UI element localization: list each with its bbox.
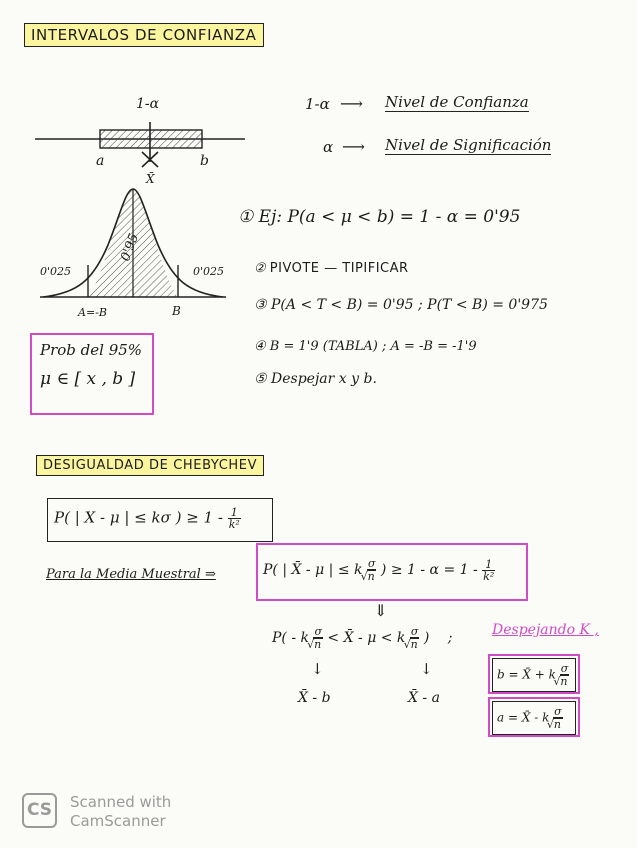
- b-result-inner: [492, 658, 576, 692]
- interval-semicolon: ;: [447, 630, 453, 646]
- a-result-frac-num: σ: [554, 705, 562, 718]
- sample-frac2: [482, 559, 495, 582]
- b-result-left: b = X̄ + k: [497, 667, 556, 682]
- step-3-text: P(A < T < B) = 0'95 ; P(T < B) = 0'975: [271, 297, 548, 313]
- sample-mean-label: Para la Media Muestral ⇒: [46, 567, 216, 582]
- interval-mid: < X̄ - μ < k: [327, 630, 406, 646]
- def-term-significacion: α: [323, 138, 334, 156]
- def-meaning-confianza: Nivel de Confianza: [385, 93, 529, 111]
- chebychev-frac-den: k²: [228, 518, 240, 531]
- camscanner-logo-icon: CS: [22, 793, 57, 828]
- step-3-num: ③: [254, 297, 267, 313]
- a-result-left: a = X̄ - k: [497, 710, 550, 725]
- step-4-text: B = 1'9 (TABLA) ; A = -B = -1'9: [269, 339, 477, 354]
- a-result-inner: [492, 701, 576, 735]
- chebychev-frac: [228, 507, 241, 530]
- a-result-frac: [553, 706, 563, 730]
- B-label: B: [172, 304, 181, 318]
- step-5: [254, 371, 377, 387]
- sample-frac-den: √ n: [367, 570, 377, 582]
- interval-frac2-num: σ: [410, 625, 419, 638]
- watermark-line2: CamScanner: [70, 812, 166, 830]
- step-4: [254, 339, 477, 354]
- sample-frac2-den: k²: [483, 569, 495, 583]
- a-result-frac-den: √ n: [553, 718, 563, 730]
- def-arrow-significacion: ⟶: [342, 137, 365, 156]
- chebychev-frac-num: 1: [228, 507, 241, 519]
- sample-formula-mid: ) ≥ 1 - α = 1 -: [380, 562, 478, 578]
- b-result-box: [488, 654, 580, 694]
- prob-box-line2: μ ∈ [ x , b ]: [40, 369, 136, 389]
- interval-end: ): [423, 630, 430, 646]
- step-2-num: ②: [254, 261, 266, 276]
- down-double-arrow: ⇓: [374, 601, 388, 620]
- diagram-b-label: b: [200, 153, 209, 169]
- sample-frac2-num: 1: [482, 559, 495, 571]
- interval-frac1-den: √ n: [313, 638, 323, 650]
- b-result-frac-den: √ n: [560, 675, 570, 687]
- def-term-confianza: 1-α: [305, 95, 330, 113]
- A-label: A=-B: [78, 306, 107, 319]
- interval-frac1-num: σ: [314, 625, 322, 638]
- interval-frac1: [313, 626, 323, 650]
- chebychev-formula: [47, 498, 273, 542]
- step-2: [254, 261, 409, 276]
- interval-p: P( - k: [272, 630, 309, 646]
- tail-left-label: 0'025: [40, 265, 72, 278]
- section2-title: DESIGUALDAD DE CHEBYCHEV: [36, 455, 264, 476]
- diagram-top-label: 1-α: [136, 96, 160, 112]
- step-2-text: PIVOTE — TIPIFICAR: [269, 261, 409, 276]
- sample-formula-left: P( | X̄ - μ | ≤ k: [263, 562, 363, 578]
- step-1-text: Ej: P(a < μ < b) = 1 - α = 0'95: [258, 207, 521, 227]
- section1-title: INTERVALOS DE CONFIANZA: [24, 23, 264, 47]
- result-left: X̄ - b: [298, 690, 331, 706]
- def-meaning-significacion: Nivel de Significación: [385, 136, 552, 154]
- tail-right-label: 0'025: [193, 265, 225, 278]
- step-5-num: ⑤: [254, 371, 267, 387]
- sample-frac: [367, 558, 377, 582]
- step-4-num: ④: [254, 339, 266, 354]
- def-arrow-confianza: ⟶: [340, 94, 363, 113]
- camscanner-watermark: [70, 793, 171, 831]
- chebychev-formula-left: P( | X - μ | ≤ kσ ) ≥ 1 -: [54, 508, 223, 527]
- interval-frac2-den: √ n: [410, 638, 420, 650]
- step-3: [254, 297, 548, 313]
- interval-frac2: [410, 626, 420, 650]
- step-1: [238, 207, 520, 227]
- diagram-a-label: a: [96, 153, 105, 169]
- a-result-box: [488, 697, 580, 737]
- curve-center-label: 0'95: [118, 231, 143, 264]
- prob-box-line1: Prob del 95%: [40, 341, 143, 359]
- arrow-down-right: ↓: [420, 660, 433, 678]
- arrow-down-left: ↓: [311, 660, 324, 678]
- diagram-xbar-label: X̄: [146, 172, 155, 186]
- step-5-text: Despejar x y b.: [271, 371, 377, 387]
- b-result-frac-num: σ: [560, 662, 569, 675]
- step-1-num: ①: [238, 207, 254, 227]
- watermark-line1: Scanned with: [70, 793, 172, 811]
- interval-formula: [272, 626, 452, 650]
- prob-box: [30, 333, 154, 415]
- result-right: X̄ - a: [408, 690, 440, 706]
- sample-formula: [256, 543, 528, 601]
- sample-frac-num: σ: [367, 557, 376, 570]
- despejando-label: Despejando K ,: [492, 622, 599, 638]
- b-result-frac: [560, 663, 570, 687]
